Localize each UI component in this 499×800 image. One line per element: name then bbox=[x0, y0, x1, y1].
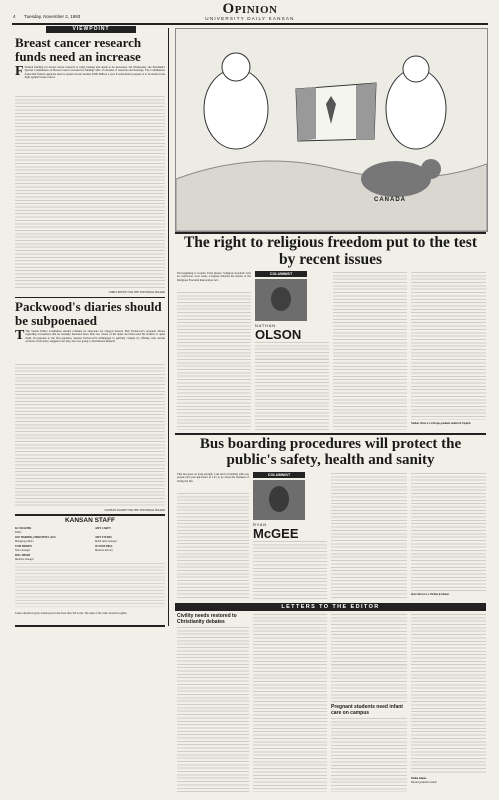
column2-author-first: RYAN bbox=[253, 522, 267, 527]
article1-body bbox=[15, 96, 165, 288]
column1-author-first: NATHAN bbox=[255, 323, 276, 328]
column2-body-a bbox=[177, 493, 249, 599]
column2-headline: Bus boarding procedures will protect the public's safety, health and sanity bbox=[199, 436, 462, 468]
masthead-rule bbox=[12, 23, 488, 25]
section-title: Opinion bbox=[222, 1, 278, 17]
column1-body-a bbox=[177, 292, 251, 430]
column1-body-c bbox=[333, 272, 407, 430]
column1-author-photo bbox=[255, 279, 307, 321]
staff-role-director: Business director bbox=[95, 549, 113, 552]
viewpoint-label: VIEWPOINT bbox=[46, 26, 136, 33]
article2-para: In response to the first question, Senator Packwood's willingness to partially comply by offering only certain sections of his diary, suggests foul play; he's not going to incriminate himself. bbox=[25, 335, 165, 344]
column1-label: COLUMNIST bbox=[255, 271, 307, 277]
column1-body-b bbox=[255, 342, 329, 430]
article1-headline: Breast cancer research funds need an increase bbox=[15, 35, 142, 64]
masthead bbox=[0, 0, 499, 24]
letter2-headline: Pregnant students need infant care on campus bbox=[331, 704, 403, 716]
article2-body bbox=[15, 364, 165, 506]
staff-carey: AMY CAREY bbox=[95, 527, 111, 530]
letter1-body-b bbox=[253, 614, 327, 792]
column1-body-d bbox=[411, 272, 486, 420]
column2-label: COLUMNIST bbox=[253, 472, 305, 478]
column2-body-b bbox=[253, 541, 327, 599]
staff-role-managing: Managing editors bbox=[15, 540, 34, 543]
column1-headline: The right to religious freedom put to the test by recent issues bbox=[183, 234, 478, 268]
staff-role-news: News manager bbox=[15, 549, 31, 552]
staff-role-editor: Editor bbox=[15, 531, 22, 534]
article1-lead bbox=[15, 66, 165, 79]
column2-lead: This has gone on long enough. I am tired of dealing with you people and your ignorance as I try to go about the business of living my life. bbox=[177, 472, 249, 483]
letter1-body-c bbox=[331, 614, 407, 702]
letter-signature-title: Hawaii graduate student bbox=[411, 781, 437, 784]
letters-title: LETTERS TO THE EDITOR bbox=[175, 603, 486, 611]
article2-headline: Packwood's diaries should be subpoenaed bbox=[15, 299, 162, 328]
article1-para: On Wednesday, the President's Special Commission on Breast Cancer revealed its findings after 15 months of research and hearings. The Commission found that federal agencies need to spend at least another $500 million a year if substantial progress is to be made in the fight against breast cancer. bbox=[24, 65, 165, 80]
page-number: 4 bbox=[13, 14, 16, 19]
article2-lead-text: The Senate Ethics Committee should continue its subpoena for Oregon Senator Bob Packwood's personal diaries regarding accusations that he sexually harassed more than two dozen of his aides and then used his staffers to quiet them. bbox=[25, 329, 165, 340]
cartoon-label: CANADA bbox=[374, 197, 406, 203]
staff-role-retail: Retail sales manager bbox=[95, 540, 117, 543]
staff-role-biz: Business manager bbox=[15, 558, 34, 561]
letter2-body-b bbox=[411, 614, 486, 774]
column2-note: Ryan McGee is a Wichita freshman. bbox=[411, 593, 450, 596]
staff-news: TOM HEIDEN bbox=[15, 545, 33, 548]
col2-top-rule bbox=[175, 433, 486, 435]
staff-biz: BILL HESRT bbox=[15, 554, 31, 557]
column1-lead-text: I'm beginning to wonder if the phrase "religious freedom" isn't an oxymoron. bbox=[177, 271, 251, 279]
staff-bottom-rule bbox=[15, 625, 165, 627]
staff-managing: JOE HARDER, CHRISTINE LAUX bbox=[15, 536, 56, 539]
column-divider bbox=[168, 28, 169, 626]
staff-title: KANSAN STAFF bbox=[64, 517, 116, 524]
cartoon-drawing bbox=[176, 29, 487, 231]
column2-body-c bbox=[331, 473, 407, 599]
staff-note: Letters should be typed, double-spaced and fewer than 350 words. The name of the writer should be legible. bbox=[15, 612, 128, 615]
article2-lead bbox=[15, 330, 165, 343]
editorial-cartoon bbox=[175, 28, 488, 232]
staff-list bbox=[15, 563, 165, 607]
paper-name: UNIVERSITY DAILY KANSAN bbox=[205, 16, 295, 21]
staff-editor: KC FRAZIER bbox=[15, 527, 32, 530]
staff-studio: AMY STUDIO bbox=[95, 536, 112, 539]
column1-para: Last week, Congress debated the merits of the Religious Freedom Restoration Act. bbox=[177, 274, 251, 282]
column2-author-last: McGEE bbox=[253, 526, 299, 541]
issue-date: Tuesday, November 2, 1993 bbox=[24, 14, 81, 19]
article2-byline: NATHAN NANSIF FOR THE EDITORIAL BOARD bbox=[104, 509, 165, 512]
staff-top-rule bbox=[15, 514, 165, 516]
column1-lead bbox=[177, 272, 251, 282]
letter2-body bbox=[331, 718, 407, 792]
column1-note: Nathan Olson is a Chicago graduate student in English. bbox=[411, 422, 472, 425]
column2-author-photo bbox=[253, 480, 305, 520]
staff-bell: JEANNE BELL bbox=[95, 545, 113, 548]
column2-body-d bbox=[411, 473, 486, 591]
article1-lead-text: Federal funding for breast cancer research is sadly lacking and needs to be increased. bbox=[24, 65, 128, 69]
column1-author-last: OLSON bbox=[255, 327, 302, 342]
letter1-body bbox=[177, 627, 249, 792]
letter1-headline: Civility needs restored to Christianity debates bbox=[177, 613, 237, 625]
drop-cap: F bbox=[15, 64, 24, 79]
article1-byline: CHRIS REEDY FOR THE EDITORIAL BOARD bbox=[108, 291, 165, 294]
drop-cap: T bbox=[15, 328, 25, 343]
article-divider bbox=[15, 297, 165, 298]
letter-signature: Elaine Adams bbox=[411, 777, 427, 780]
